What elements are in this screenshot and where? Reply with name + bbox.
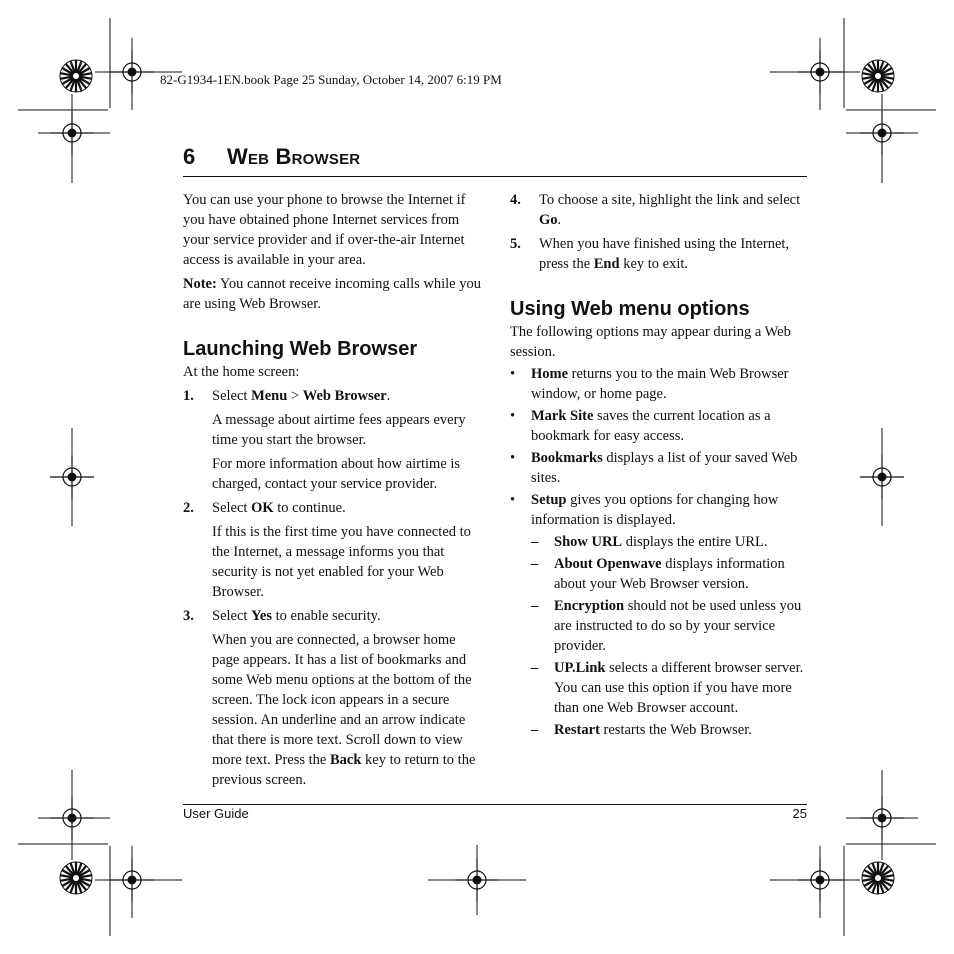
- list-item: • Home returns you to the main Web Browser window, or home page.: [510, 366, 789, 402]
- key-name: End: [593, 256, 620, 272]
- list-item: • Bookmarks displays a list of your saved Web sites.: [510, 450, 798, 486]
- option-term: Home: [531, 366, 569, 382]
- sub-list-item: – About Openwave displays information about your Web Browser version.: [531, 556, 785, 592]
- left-column: [183, 190, 483, 790]
- key-name: OK: [251, 500, 274, 516]
- step-2: 2. Select OK to continue.: [183, 500, 346, 516]
- step-1: 1. Select Menu > Web Browser.: [183, 388, 391, 404]
- option-term: Show URL: [554, 534, 623, 550]
- section-heading-web-menu: Using Web menu options: [510, 298, 750, 320]
- step-5: 5. When you have finished using the Internet, press the End key to exit.: [510, 236, 790, 272]
- step-1-detail: A message about airtime fees appears every time you start the browser.: [212, 412, 466, 448]
- chapter-heading: [183, 140, 807, 177]
- sub-list-item: – Show URL displays the entire URL.: [531, 534, 768, 550]
- note-label: Note:: [183, 276, 217, 292]
- key-name: Menu: [251, 388, 288, 404]
- intro-paragraph: You can use your phone to browse the Internet if you have obtained phone Internet services from your service provider and if over-the-air Internet access is available in your area.: [183, 192, 466, 268]
- option-term: UP.Link: [554, 660, 606, 676]
- step-3: 3. Select Yes to enable security.: [183, 608, 381, 624]
- step-number: 3.: [183, 608, 194, 624]
- sub-list-item: – Encryption should not be used unless you are instructed to do so by your service provider.: [531, 598, 802, 654]
- option-term: Bookmarks: [531, 450, 603, 466]
- step-number: 4.: [510, 192, 521, 208]
- right-column: [510, 190, 810, 740]
- bullet: •: [510, 408, 516, 424]
- dash: –: [531, 598, 539, 614]
- dash: –: [531, 534, 539, 550]
- step-1-detail-2: For more information about how airtime is charged, contact your service provider.: [212, 456, 461, 492]
- bullet: •: [510, 450, 516, 466]
- bullet: •: [510, 366, 516, 382]
- section-heading-launching: Launching Web Browser: [183, 338, 418, 360]
- chapter-title: Web Browser: [227, 144, 361, 169]
- bullet: •: [510, 492, 516, 508]
- step-number: 5.: [510, 236, 521, 252]
- note-paragraph: [183, 274, 483, 314]
- step-3-detail: When you are connected, a browser home page appears. It has a list of bookmarks and some Web menu options at the bottom of the screen. The lock icon appears in a secure session. An underline and an arrow indicate that there is more text. Scroll down to view more text. Press the Back key to return to the previous screen.: [212, 632, 476, 788]
- dash: –: [531, 660, 539, 676]
- sub-list-item: – UP.Link selects a different browser server. You can use this option if you have more than one Web Browser account.: [531, 660, 804, 716]
- list-item: • Setup gives you options for changing how information is displayed.: [510, 492, 779, 528]
- at-home-text: At the home screen:: [183, 364, 300, 380]
- key-name: Back: [330, 752, 362, 768]
- footer-title: User Guide: [183, 806, 249, 821]
- option-term: Restart: [554, 722, 600, 738]
- step-number: 1.: [183, 388, 194, 404]
- sub-list-item: – Restart restarts the Web Browser.: [531, 722, 752, 738]
- dash: –: [531, 556, 539, 572]
- key-name: Web Browser: [302, 388, 387, 404]
- option-term: Mark Site: [531, 408, 594, 424]
- list-item: • Mark Site saves the current location as a bookmark for easy access.: [510, 408, 771, 444]
- option-term: Setup: [531, 492, 567, 508]
- dash: –: [531, 722, 539, 738]
- option-term: About Openwave: [554, 556, 662, 572]
- page-number: 25: [792, 806, 807, 821]
- note-text: You cannot receive incoming calls while you are using Web Browser.: [183, 276, 481, 312]
- step-number: 2.: [183, 500, 194, 516]
- key-name: Go: [539, 212, 558, 228]
- web-menu-intro: The following options may appear during a Web session.: [510, 324, 791, 360]
- step-4: 4. To choose a site, highlight the link and select Go.: [510, 192, 801, 228]
- step-2-detail: If this is the first time you have connected to the Internet, a message informs you that security is not yet enabled for your Web Browser.: [212, 524, 471, 600]
- book-file-header: 82-G1934-1EN.book Page 25 Sunday, October 14, 2007 6:19 PM: [160, 72, 502, 87]
- option-term: Encryption: [554, 598, 625, 614]
- footer-rule: [183, 804, 807, 805]
- chapter-number: 6: [183, 144, 196, 169]
- key-name: Yes: [251, 608, 273, 624]
